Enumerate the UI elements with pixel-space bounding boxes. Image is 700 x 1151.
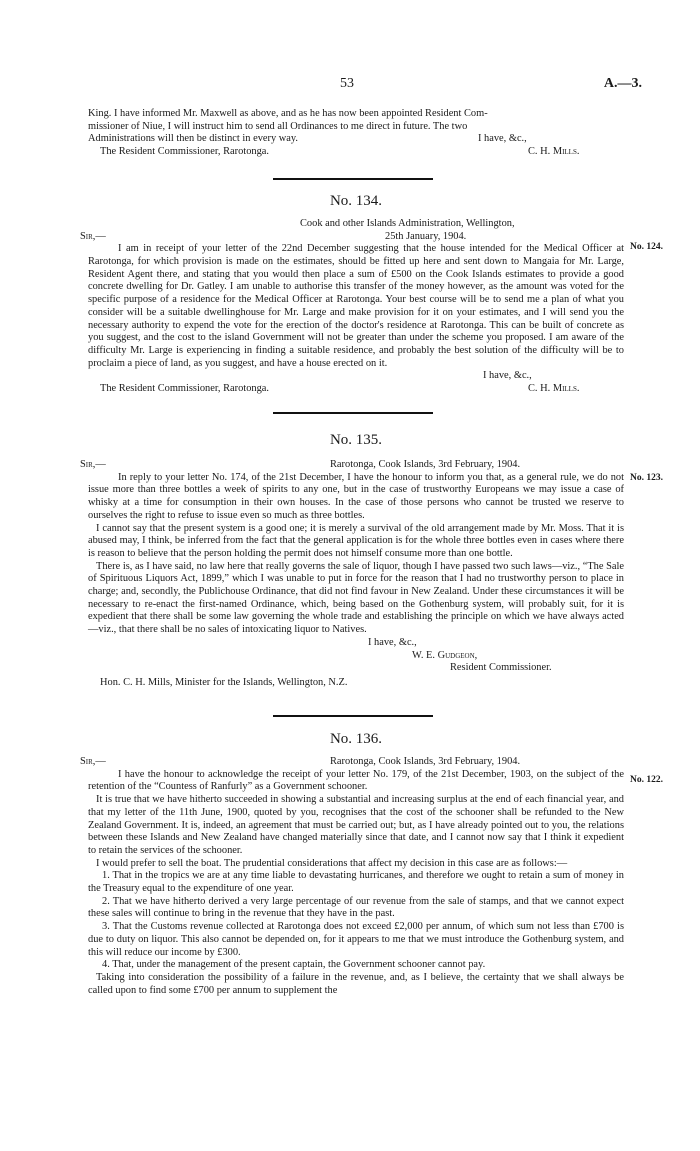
letter-136-paragraph: Taking into consideration the possibility of a failure in the revenue, and, as I believe, the certainty that we shall always be called upon to find some £700 per annum to supplement the bbox=[88, 971, 624, 996]
letter-134 bbox=[80, 218, 624, 396]
letter-136 bbox=[80, 756, 624, 997]
letter-134-date: 25th January, 1904. bbox=[385, 230, 467, 242]
section-divider bbox=[273, 412, 433, 414]
letter-136-origin: Rarotonga, Cook Islands, 3rd February, 1904. bbox=[330, 756, 521, 767]
document-reference: A.—3. bbox=[603, 76, 642, 91]
letter-136-paragraph: 3. That the Customs revenue collected at Rarotonga does not exceed £2,000 per annum, of which sum not less than £700 is due to duty on liquor. This also cannot be depended on, for it appears to me that we must introduce the Gothenburg system, and this will reduce our income by £300. bbox=[88, 921, 624, 958]
prev-closing: I have, &c., bbox=[478, 133, 527, 145]
prev-line-3: Administrations will then be distinct in every way. bbox=[88, 133, 298, 145]
letter-136-paragraph: 1. That in the tropics we are at any time liable to devastating hurricanes, and therefore we ought to retain a sum of money in the Treasury equal to the expenditure of one year. bbox=[88, 870, 624, 895]
letter-135-number: No. 135. bbox=[329, 432, 383, 448]
letter-135-paragraph: There is, as I have said, no law here that really governs the sale of liquor, though I have passed two such laws—viz., “The Sale of Spirituous Liquors Act, 1899,” which I was unable to put in force for the reason that I had no trustworthy person to place in charge; and, secondly, the Publichouse Ordinance, that did not find favour in New Zealand. Under these circumstances it will be necessary to re-enact the first-named Ordinance, which, being based on the Gothenburg system, will probably suit, for it is expedient that there shall be some law governing the whole trade and establishing the principle on which we have always acted—viz., that there shall be no sales of intoxicating liquor to Natives. bbox=[88, 560, 624, 636]
letter-135-paragraph: In reply to your letter No. 174, of the 21st December, I have the honour to inform you that, as a general rule, we do not issue more than three bottles a week of spirits to any one, but in the case of trustworthy Europeans we may issue a case of whisky at a time for consumption in their own houses. In the case of those persons who cannot be trusted we reserve to ourselves the right to refuse to issue even so much as three bottles. bbox=[88, 471, 624, 521]
letter-136-paragraph: It is true that we have hitherto succeeded in showing a substantial and increasing surplus at the end of each financial year, and that my letter of the 11th June, 1900, quoted by you, recognises that the cost of the schooner shall be refunded to the New Zealand Government. It is, indeed, an agreement that must be carried out; but, as I have already pointed out to you, the relations between these Islands and New Zealand have changed materially since that date, and I cannot now say that I think it expedient to retain the services of the schooner. bbox=[88, 794, 624, 856]
prev-line-2: missioner of Niue, I will instruct him to send all Ordinances to me direct in future. The two bbox=[88, 120, 468, 132]
section-divider bbox=[273, 715, 433, 717]
letter-134-salutation: Sir,— bbox=[80, 230, 106, 242]
section-divider bbox=[273, 178, 433, 180]
letter-134-closing: I have, &c., bbox=[483, 370, 532, 382]
letter-135-margin-note: No. 123. bbox=[630, 473, 663, 483]
letter-136-salutation: Sir,— bbox=[80, 756, 106, 767]
letter-134-number: No. 134. bbox=[329, 193, 383, 209]
prev-addressee: The Resident Commissioner, Rarotonga. bbox=[100, 146, 269, 158]
letter-135-salutation: Sir,— bbox=[80, 459, 106, 470]
letter-135 bbox=[80, 459, 624, 690]
letter-136-number: No. 136. bbox=[329, 731, 383, 747]
letter-135-addressee: Hon. C. H. Mills, Minister for the Islands, Wellington, N.Z. bbox=[100, 676, 348, 688]
letter-134-origin: Cook and other Islands Administration, Wellington, bbox=[300, 218, 515, 229]
letter-135-signature: W. E. Gudgeon, bbox=[412, 649, 478, 661]
letter-135-origin: Rarotonga, Cook Islands, 3rd February, 1904. bbox=[330, 459, 521, 470]
letter-136-paragraph: I have the honour to acknowledge the receipt of your letter No. 179, of the 21st December, 1903, on the subject of the retention of the “Countess of Ranfurly” as a Government schooner. bbox=[88, 768, 624, 793]
letter-134-addressee: The Resident Commissioner, Rarotonga. bbox=[100, 383, 269, 395]
letter-135-signature-title: Resident Commissioner. bbox=[450, 662, 552, 674]
prev-signature: C. H. Mills. bbox=[528, 146, 580, 158]
letter-135-closing: I have, &c., bbox=[368, 636, 417, 648]
letter-134-signature: C. H. Mills. bbox=[528, 383, 580, 395]
letter-136-margin-note: No. 122. bbox=[630, 775, 663, 785]
page-number: 53 bbox=[340, 76, 354, 91]
letter-136-paragraph: I would prefer to sell the boat. The prudential considerations that affect my decision in this case are as follows:— bbox=[96, 857, 568, 869]
letter-135-paragraph: I cannot say that the present system is a good one; it is merely a survival of the old arrangement made by Mr. Moss. That it is abused may, I think, be inferred from the fact that the general application is for the whole three bottles even in cases where there is reason to believe that the person holding the permit does not himself consume more than one bottle. bbox=[88, 522, 624, 559]
previous-letter bbox=[88, 108, 624, 159]
letter-134-margin-note: No. 124. bbox=[630, 242, 663, 252]
letter-136-paragraph: 2. That we have hitherto derived a very large percentage of our revenue from the sale of stamps, and that we cannot expect these sales will continue to bring in the revenue that they have in the past. bbox=[88, 895, 624, 920]
letter-134-body: I am in receipt of your letter of the 22nd December suggesting that the house intended for the Medical Officer at Rarotonga, for which provision is made on the estimates, should be fitted up here and sent down to Mangaia for Mr. Large, Resident Agent there, and stating that you would then place a sum of £500 on the Cook Islands estimates to provide a good concrete dwelling for Dr. Gatley. I am unable to authorise this transfer of the money however, as the amount was voted for the specific purpose of a residence for the Medical Officer at Rarotonga. Your best course will be to send me a plan of what you consider will be a suitable dwellinghouse for Mr. Large and make provision for it on your estimates, and I will send you the necessary authority to expend the vote for the erection of the doctor's residence at Rarotonga. This can be built of concrete as you suggest, and the cost to the island Government will not be greater than under the scheme you proposed. I am aware of the difficulty Mr. Large is experiencing in finding a suitable residence, and probably the best solution of the difficulty will be to proclaim a piece of land, as you suggest, and have a house erected on it. bbox=[88, 243, 624, 369]
prev-line-1: King. I have informed Mr. Maxwell as above, and as he has now been appointed Resident Com- bbox=[88, 108, 488, 119]
letter-136-paragraph: 4. That, under the management of the present captain, the Government schooner cannot pay. bbox=[102, 959, 486, 971]
